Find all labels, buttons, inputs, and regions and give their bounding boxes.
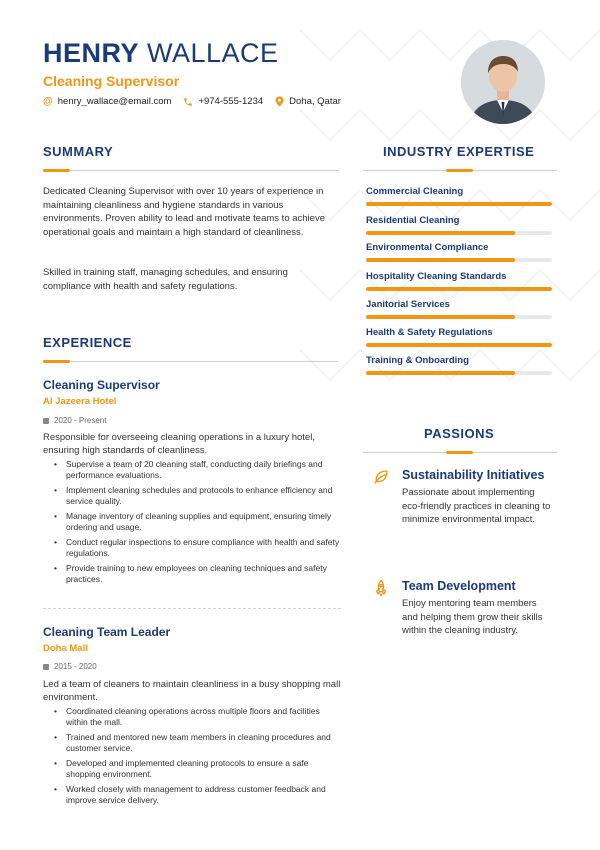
leaf-icon bbox=[372, 468, 390, 486]
contact-location bbox=[275, 96, 341, 107]
skill-label: Training & Onboarding bbox=[366, 355, 469, 366]
phone-text: +974-555-1234 bbox=[198, 96, 264, 107]
passions-accent-bar bbox=[446, 451, 473, 454]
calendar-icon bbox=[43, 664, 49, 670]
skill-bar bbox=[366, 202, 552, 206]
skill-bar bbox=[366, 371, 552, 375]
passion-title: Sustainability Initiatives bbox=[402, 468, 545, 482]
at-icon: @ bbox=[43, 96, 53, 107]
job-1-bullets bbox=[54, 459, 342, 589]
summary-divider bbox=[43, 170, 338, 171]
job-1-company: Al Jazeera Hotel bbox=[43, 396, 117, 407]
last-name: WALLACE bbox=[147, 38, 279, 68]
job-1-title: Cleaning Supervisor bbox=[43, 378, 160, 392]
skill-label: Commercial Cleaning bbox=[366, 186, 464, 197]
skill-label: Residential Cleaning bbox=[366, 215, 460, 226]
skill-label: Health & Safety Regulations bbox=[366, 327, 493, 338]
skill-label: Hospitality Cleaning Standards bbox=[366, 271, 507, 282]
skill-item bbox=[366, 327, 552, 347]
job-2-bullets bbox=[54, 706, 342, 810]
location-text: Doha, Qatar bbox=[289, 96, 341, 107]
skill-item bbox=[366, 271, 552, 291]
job-2-title: Cleaning Team Leader bbox=[43, 625, 171, 639]
expertise-accent-bar bbox=[446, 169, 473, 172]
location-pin-icon bbox=[275, 96, 284, 107]
phone-icon bbox=[183, 97, 193, 107]
rocket-icon bbox=[372, 579, 390, 597]
list-item: • Worked closely with management to address customer feedback and improve service delivery. bbox=[54, 784, 342, 806]
list-item: • Trained and mentored new team members in cleaning procedures and customer service. bbox=[54, 732, 342, 754]
job-1-description: Responsible for overseeing cleaning operations in a luxury hotel, ensuring high standards of cleanliness. bbox=[43, 432, 315, 456]
list-item: • Manage inventory of cleaning supplies and equipment, ensuring timely ordering and usage. bbox=[54, 511, 342, 533]
skill-bar-fill bbox=[366, 343, 552, 347]
expertise-heading: INDUSTRY EXPERTISE bbox=[383, 144, 535, 159]
skill-bar-fill bbox=[366, 371, 515, 375]
job-2-dates-text: 2015 - 2020 bbox=[54, 662, 97, 671]
summary-paragraph-2: Skilled in training staff, managing schedules, and ensuring compliance with health and safety regulations. bbox=[43, 267, 288, 292]
skill-item bbox=[366, 299, 552, 319]
skill-item bbox=[366, 186, 552, 206]
list-item: • Provide training to new employees on cleaning techniques and safety practices. bbox=[54, 563, 342, 585]
job-1-dates-text: 2020 - Present bbox=[54, 416, 107, 425]
candidate-name bbox=[43, 38, 279, 69]
job-2-description: Led a team of cleaners to maintain cleanliness in a busy shopping mall environment. bbox=[43, 679, 341, 703]
skill-label: Environmental Compliance bbox=[366, 242, 489, 253]
list-item: • Conduct regular inspections to ensure compliance with health and safety regulations. bbox=[54, 537, 342, 559]
skill-bar-fill bbox=[366, 202, 552, 206]
calendar-icon bbox=[43, 418, 49, 424]
skill-bar-fill bbox=[366, 258, 515, 262]
skill-bar bbox=[366, 315, 552, 319]
skill-item bbox=[366, 215, 552, 235]
skill-bar bbox=[366, 287, 552, 291]
summary-accent-bar bbox=[43, 169, 70, 172]
passions-heading: PASSIONS bbox=[424, 426, 495, 441]
passion-title: Team Development bbox=[402, 579, 516, 593]
list-item: • Coordinated cleaning operations across multiple floors and facilities within the mall. bbox=[54, 706, 342, 728]
job-2-dates bbox=[43, 662, 97, 671]
contact-email bbox=[43, 96, 171, 107]
contact-info bbox=[43, 96, 341, 107]
job-1-dates bbox=[43, 416, 106, 425]
skill-bar bbox=[366, 231, 552, 235]
experience-accent-bar bbox=[43, 360, 70, 363]
passion-description: Passionate about implementing eco-friendly practices in cleaning to minimize environmental impact. bbox=[402, 487, 551, 525]
skill-bar-fill bbox=[366, 287, 552, 291]
job-2-company: Doha Mall bbox=[43, 643, 88, 654]
list-item: • Supervise a team of 20 cleaning staff, conducting daily briefings and performance evaluations. bbox=[54, 459, 342, 481]
email-text: henry_wallace@email.com bbox=[57, 96, 172, 107]
passion-description: Enjoy mentoring team members and helping them grow their skills within the cleaning industry. bbox=[402, 598, 543, 636]
experience-heading: EXPERIENCE bbox=[43, 335, 132, 350]
contact-phone bbox=[183, 96, 263, 107]
skill-bar bbox=[366, 258, 552, 262]
skill-label: Janitorial Services bbox=[366, 299, 450, 310]
list-item: • Implement cleaning schedules and protocols to enhance efficiency and service quality. bbox=[54, 485, 342, 507]
skill-item bbox=[366, 242, 552, 262]
summary-heading: SUMMARY bbox=[43, 144, 114, 159]
skill-item bbox=[366, 355, 552, 375]
job-title: Cleaning Supervisor bbox=[43, 73, 180, 89]
skill-bar-fill bbox=[366, 315, 515, 319]
summary-paragraph-1: Dedicated Cleaning Supervisor with over 10 years of experience in maintaining cleanliness and hygiene standards in various environments. Proven ability to lead and motivate teams to achieve operational goals and maintain a high standard of cleanliness. bbox=[43, 186, 325, 238]
experience-divider bbox=[43, 361, 338, 362]
skill-bar bbox=[366, 343, 552, 347]
list-item: • Developed and implemented cleaning protocols to ensure a safe shopping environment. bbox=[54, 758, 342, 780]
first-name: HENRY bbox=[43, 38, 140, 68]
skill-bar-fill bbox=[366, 231, 515, 235]
job-separator bbox=[43, 608, 341, 609]
profile-photo bbox=[461, 40, 545, 124]
